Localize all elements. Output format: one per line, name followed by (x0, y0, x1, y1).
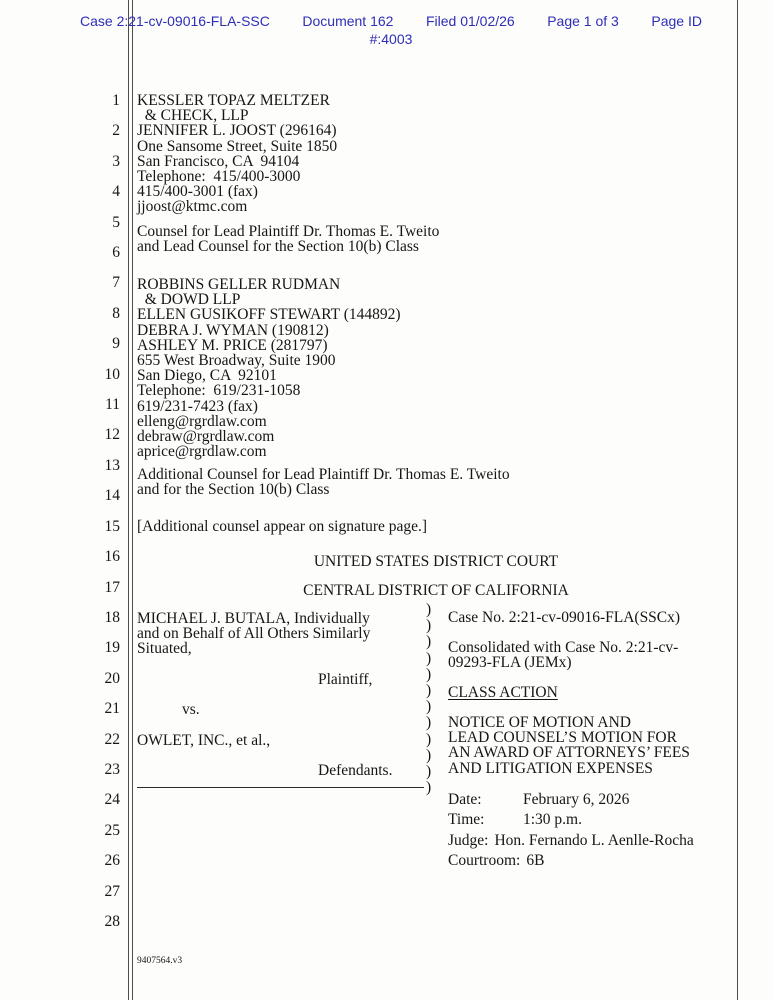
line-number: 23 (104, 760, 120, 778)
attorney-block-line: One Sansome Street, Suite 1850 (137, 137, 338, 155)
attorney-block-line: aprice@rgrdlaw.com (137, 443, 267, 461)
line-number: 1 (112, 92, 120, 109)
hearing-schedule-value: Hon. Fernando L. Aenlle-Rocha (494, 831, 694, 849)
line-number: 22 (104, 730, 120, 748)
motion-title-line: AND LITIGATION EXPENSES (448, 759, 653, 777)
line-number: 2 (112, 122, 120, 140)
hearing-schedule-row (448, 832, 737, 852)
line-number: 27 (104, 882, 120, 900)
pacer-header-segment: Page ID (651, 13, 702, 29)
attorney-block-line: 415/400-3001 (fax) (137, 183, 258, 201)
attorney-block-line: Telephone: 619/231-1058 (137, 382, 301, 400)
line-number: 21 (104, 700, 120, 718)
plaintiff-label: Plaintiff, (318, 670, 373, 688)
hearing-schedule-label: Time: (448, 811, 485, 829)
counsel-note-line: Counsel for Lead Plaintiff Dr. Thomas E. Tweito (137, 223, 440, 240)
attorney-block-line: 655 West Broadway, Suite 1900 (137, 352, 336, 370)
pacer-header-segment: Filed 01/02/26 (425, 13, 515, 29)
pacer-header-page-id: #:4003 (369, 31, 413, 47)
attorney-block-line: debraw@rgrdlaw.com (137, 428, 275, 446)
caption-paren: ) (426, 730, 432, 748)
line-number: 9 (112, 335, 120, 353)
caption-paren: ) (426, 649, 432, 667)
hearing-schedule-row (448, 852, 737, 872)
left-double-rule (128, 0, 133, 1000)
attorney-block-line: & CHECK, LLP (137, 107, 249, 125)
line-number: 6 (112, 244, 120, 262)
plaintiff-description (137, 611, 427, 657)
attorney-block-kessler-topaz (137, 93, 337, 215)
line-number: 8 (112, 304, 120, 322)
caption-paren: ) (426, 698, 432, 716)
line-number: 12 (104, 426, 120, 444)
hearing-schedule-label: Courtroom: (448, 851, 521, 869)
consolidated-case-note (448, 640, 678, 670)
line-number: 28 (104, 912, 120, 930)
caption-paren: ) (426, 633, 432, 651)
counsel-note-line: and for the Section 10(b) Class (137, 481, 330, 499)
caption-paren: ) (426, 601, 432, 618)
attorney-block-line: San Diego, CA 92101 (137, 367, 277, 385)
attorney-block-robbins-geller (137, 277, 401, 459)
line-number: 16 (104, 548, 120, 566)
line-number: 19 (104, 639, 120, 657)
attorney-block-line: 619/231-7423 (fax) (137, 397, 258, 415)
attorney-block-line: & DOWD LLP (137, 291, 241, 309)
hearing-schedule-label: Judge: (448, 831, 489, 849)
hearing-schedule-value: 1:30 p.m. (523, 811, 582, 829)
hearing-schedule-value: February 6, 2026 (523, 791, 630, 808)
counsel-note-additional-counsel (137, 467, 510, 497)
plaintiff-description-line: Situated, (137, 640, 192, 658)
defendants-label: Defendants. (318, 761, 393, 779)
defendant-name: OWLET, INC., et al., (137, 731, 271, 749)
line-number: 3 (112, 152, 120, 170)
caption-parties-block (137, 611, 427, 778)
hearing-schedule-value: 6B (526, 851, 545, 869)
pacer-header-segment: Document 162 (302, 13, 394, 29)
attorney-block-line: ROBBINS GELLER RUDMAN (137, 276, 341, 293)
line-number-column (0, 92, 120, 943)
court-title: UNITED STATES DISTRICT COURT (313, 553, 559, 570)
line-number: 13 (104, 456, 120, 474)
attorney-block-line: DEBRA J. WYMAN (190812) (137, 321, 329, 339)
case-number: Case No. 2:21-cv-09016-FLA(SSCx) (448, 609, 681, 626)
counsel-note-line: Additional Counsel for Lead Plaintiff Dr. Thomas E. Tweito (137, 466, 510, 483)
consolidated-case-line: Consolidated with Case No. 2:21-cv- (448, 639, 679, 656)
line-number: 15 (104, 517, 120, 535)
attorney-block-line: KESSLER TOPAZ MELTZER (137, 92, 330, 109)
attorney-block-line: ELLEN GUSIKOFF STEWART (144892) (137, 306, 401, 324)
pacer-header-segment: Page 1 of 3 (547, 13, 619, 29)
counsel-note-lead-counsel (137, 224, 439, 254)
caption-paren: ) (426, 665, 432, 683)
line-number: 7 (112, 274, 120, 292)
pacer-header-line1 (80, 13, 702, 29)
class-action-label: CLASS ACTION (448, 684, 558, 701)
attorney-block-line: San Francisco, CA 94104 (137, 152, 300, 170)
motion-title-line: NOTICE OF MOTION AND (448, 714, 631, 731)
caption-paren: ) (426, 682, 432, 700)
right-margin-rule (737, 0, 738, 1000)
signature-page-note: [Additional counsel appear on signature page.] (137, 518, 428, 535)
line-number: 11 (105, 396, 120, 414)
caption-paren: ) (426, 617, 432, 635)
line-number: 14 (104, 487, 120, 505)
consolidated-case-line: 09293-FLA (JEMx) (448, 654, 572, 672)
vs-label: vs. (182, 701, 200, 719)
hearing-schedule-row (448, 811, 737, 831)
caption-paren-divider (426, 602, 431, 796)
line-number: 26 (104, 852, 120, 870)
plaintiff-description-line: and on Behalf of All Others Similarly (137, 625, 371, 643)
hearing-schedule-row (448, 791, 737, 811)
counsel-note-line: and Lead Counsel for the Section 10(b) Class (137, 238, 419, 256)
attorney-block-line: ASHLEY M. PRICE (281797) (137, 336, 328, 354)
motion-title-line: LEAD COUNSEL’S MOTION FOR (448, 729, 677, 747)
line-number: 10 (104, 365, 120, 383)
attorney-block-line: jjoost@ktmc.com (137, 198, 248, 216)
caption-underline (137, 787, 424, 788)
court-subtitle: CENTRAL DISTRICT OF CALIFORNIA (303, 582, 569, 599)
attorney-block-line: Telephone: 415/400-3000 (137, 168, 301, 186)
pacer-header (80, 13, 702, 47)
line-number: 17 (104, 578, 120, 596)
line-number: 5 (112, 213, 120, 231)
line-number: 25 (104, 821, 120, 839)
caption-paren: ) (426, 746, 432, 764)
attorney-block-line: elleng@rgrdlaw.com (137, 412, 267, 430)
caption-paren: ) (426, 763, 432, 781)
attorney-block-line: JENNIFER L. JOOST (296164) (137, 122, 337, 140)
line-number: 4 (112, 183, 120, 201)
hearing-schedule (448, 791, 737, 872)
plaintiff-description-line: MICHAEL J. BUTALA, Individually (137, 610, 370, 627)
pacer-header-segment: Case 2:21-cv-09016-FLA-SSC (80, 13, 270, 29)
motion-title-line: AN AWARD OF ATTORNEYS’ FEES (448, 744, 690, 762)
line-number: 18 (104, 608, 120, 626)
document-version-id: 9407564.v3 (137, 956, 183, 966)
line-number: 24 (104, 791, 120, 809)
hearing-schedule-label: Date: (448, 791, 482, 808)
motion-title (448, 715, 690, 776)
caption-paren: ) (426, 714, 432, 732)
caption-paren: ) (426, 779, 432, 797)
line-number: 20 (104, 669, 120, 687)
